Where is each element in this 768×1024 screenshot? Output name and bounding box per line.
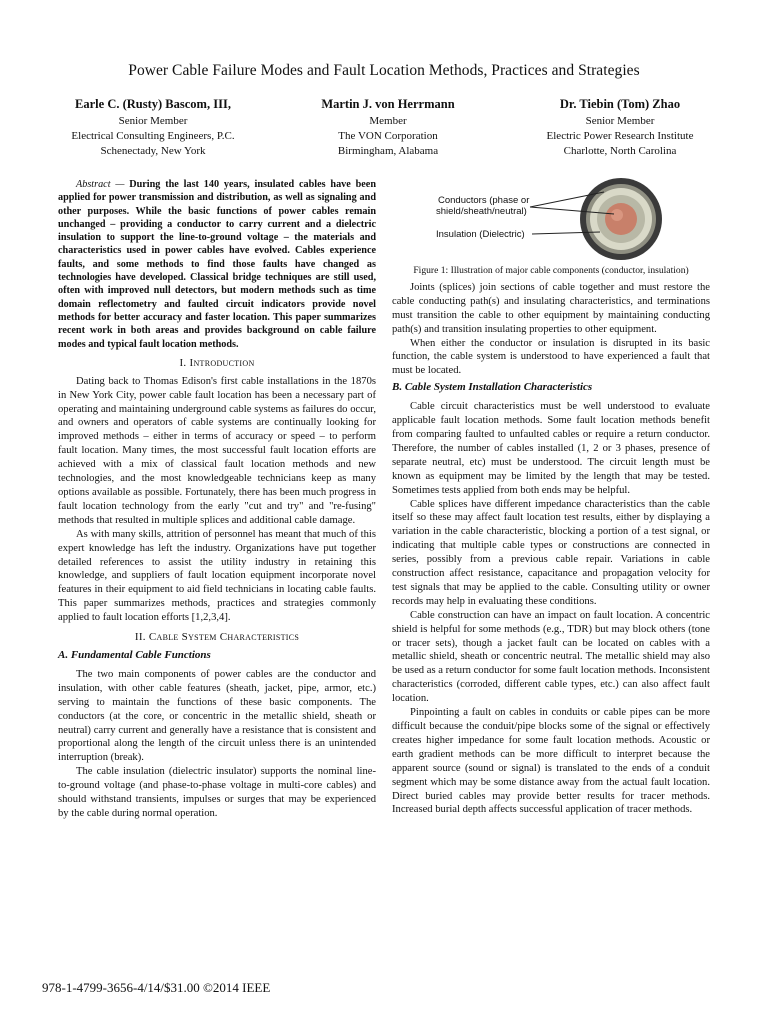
section-heading-cable-system: II. Cable System Characteristics — [134, 631, 300, 644]
fundamentals-paragraph-2: The cable insulation (dielectric insulator) supports the nominal line-to-ground voltage (and phase-to-phase voltage in multi-core cables) and should withstand transients, impulses or surges that may be experienced by the cable during normal operation. — [58, 766, 376, 819]
intro-paragraph-2: As with many skills, attrition of personnel has meant that much of this expert knowledge has left the industry. Organizations have put together detailed references to assist the utility industry in retaining this knowledge, and suppliers of fault location equipment incorporate novel features in their equipment to aid field technicians in locating cable faults. This paper summarizes methods, practices and strategies commonly applied to fault location efforts [1,2,3,4]. — [58, 528, 376, 624]
author-2 — [273, 96, 503, 159]
author-org: Electrical Consulting Engineers, P.C. — [71, 130, 235, 142]
author-location: Birmingham, Alabama — [337, 145, 439, 157]
conductor-highlight-shape — [611, 209, 623, 221]
author-org: Electric Power Research Institute — [546, 130, 694, 142]
author-name: Martin J. von Herrmann — [321, 97, 455, 111]
installation-paragraph-2: Cable splices have different impedance characteristics than the cable itself so these may affect fault location test results, either by displaying a variation in the cable characteristic, blocking a portion of a test signal, or indicating that multiple cable types or constructions are connected in series, possibly from a previous cable repair. Variations in cable construction affect resistance, capacitance and propagation velocity for test signals that may be applied to the cable. Consulting utility or owner records may help in evaluating these conditions. — [392, 498, 710, 607]
figure-caption: Figure 1: Illustration of major cable components (conductor, insulation) — [413, 265, 689, 276]
paper-title: Power Cable Failure Modes and Fault Location Methods, Practices and Strategies — [128, 62, 640, 79]
author-role: Member — [369, 115, 407, 127]
subsection-heading-a: A. Fundamental Cable Functions — [58, 648, 211, 661]
installation-paragraph-1: Cable circuit characteristics must be well understood to evaluate applicable fault location methods. Some fault location methods benefit from comparing faulted to unfaulted cables or require a return conductor. Therefore, the number of cables installed (1, 2 or 3 phases, presence of separate neutral, etc) must be understood. The circuit length must be known as equipment may be limited by the length that may be tested. Sometimes tests applied from both ends may be helpful. — [392, 401, 710, 496]
abstract — [58, 178, 376, 351]
author-org: The VON Corporation — [338, 130, 438, 142]
abstract-lead: Abstract — — [76, 179, 125, 190]
figure-label-conductors-2: shield/sheath/neutral) — [436, 206, 527, 217]
author-block — [38, 96, 738, 162]
author-name: Dr. Tiebin (Tom) Zhao — [559, 97, 681, 111]
fundamentals-paragraph-1: The two main components of power cables are the conductor and insulation, with other cable features (sheath, jacket, pipe, armor, etc.) serving to maintain the functions of these basic components. The conductors (at the core, or concentric in the metallic shield, sheath or neutral) carry current and generally have a resistance that is consistent and proportional along the length of the circuit unless there is an unintended interruption (break). — [58, 668, 376, 764]
figure-cable-illustration — [392, 178, 710, 262]
subsection-heading-b: B. Cable System Installation Characteristics — [392, 381, 593, 394]
author-name: Earle C. (Rusty) Bascom, III, — [75, 97, 231, 111]
cable-cross-section-figure — [392, 178, 710, 262]
figure-label-conductors-1: Conductors (phase or — [438, 195, 530, 206]
right-column — [392, 178, 710, 817]
figure-label-insulation: Insulation (Dielectric) — [436, 229, 525, 240]
intro-paragraph-1: Dating back to Thomas Edison's first cable installations in the 1870s in New York City, power cable fault location has been a necessary part of operating and maintaining underground cable systems as failures do occur, and owners and operators of cable systems are continually looking for improved methods – either in terms of accuracy or speed – to perform fault location. Many times, the most successful fault location efforts are achieved with a mix of classical fault location methods and new technologies, and the most knowledgeable technicians keep as many options available as possible. Fortunately, there has been much progress in fault location technology from the early "cut and try" and "re-fusing" methods that resulted in multiple splices and additional cable damage. — [58, 375, 376, 526]
section-heading-introduction: I. Introduction — [179, 356, 255, 369]
fault-definition-paragraph: When either the conductor or insulation is disrupted in its basic function, the cable system is understood to have experienced a fault that must be located. — [392, 337, 710, 377]
left-column — [58, 178, 376, 821]
copyright-footer: 978-1-4799-3656-4/14/$31.00 ©2014 IEEE — [42, 980, 271, 995]
author-location: Charlotte, North Carolina — [563, 145, 677, 157]
installation-paragraph-4: Pinpointing a fault on cables in conduits or cable pipes can be more difficult because the conduit/pipe blocks some of the signal or effectively creates higher impedance for some fault location methods. Acoustic or earth gradient methods can be more difficult to interpret because the apparent source (sound or signal) is translated to the ends of a conduit segment which may be some distance away from the actual fault location. Direct buried cables may provide better results for tracer methods. Increased burial depth affects successful application of tracer methods. — [392, 707, 710, 816]
installation-paragraph-3: Cable construction can have an impact on fault location. A concentric shield is helpful for some methods (e.g., TDR) but may block others (tone or tracer sets), though a jacket fault can be located on cables with a metallic shield, sheath or concentric neutral. The metallic shield may also be used as a return conductor for some fault location methods. Inconsistent characteristics (corroded, different cable types, etc.) can also affect fault location. — [392, 609, 710, 705]
author-1 — [38, 96, 268, 159]
joints-paragraph: Joints (splices) join sections of cable together and must restore the cable conducting path(s) and insulating characteristics, and terminations must transition the cable to other equipment by maintaining conducting path(s) and transition insulating properties to other equipment. — [392, 281, 710, 335]
author-role: Senior Member — [118, 115, 188, 127]
author-role: Senior Member — [585, 115, 655, 127]
author-location: Schenectady, New York — [100, 145, 206, 157]
abstract-text: During the last 140 years, insulated cables have been applied for power transmission and distribution, as well as signaling and other purposes. While the basic functions of power cables remain unchanged – providing a conductor to carry current and a dielectric insulation to support the line-to-ground voltage – the materials and characteristics used in power cables have evolved. Cables experience faults, and some methods to find those faults have changed as technologies have developed. Classical bridge techniques are still used, often with improved null detectors, but modern methods such as time domain reflectometry and faulted circuit indicators provide novel methods for better accuracy and faster location. This paper summarizes recent work in both areas and provides background on cable failure modes and typical fault location methods. — [58, 179, 376, 350]
author-3 — [502, 96, 738, 159]
